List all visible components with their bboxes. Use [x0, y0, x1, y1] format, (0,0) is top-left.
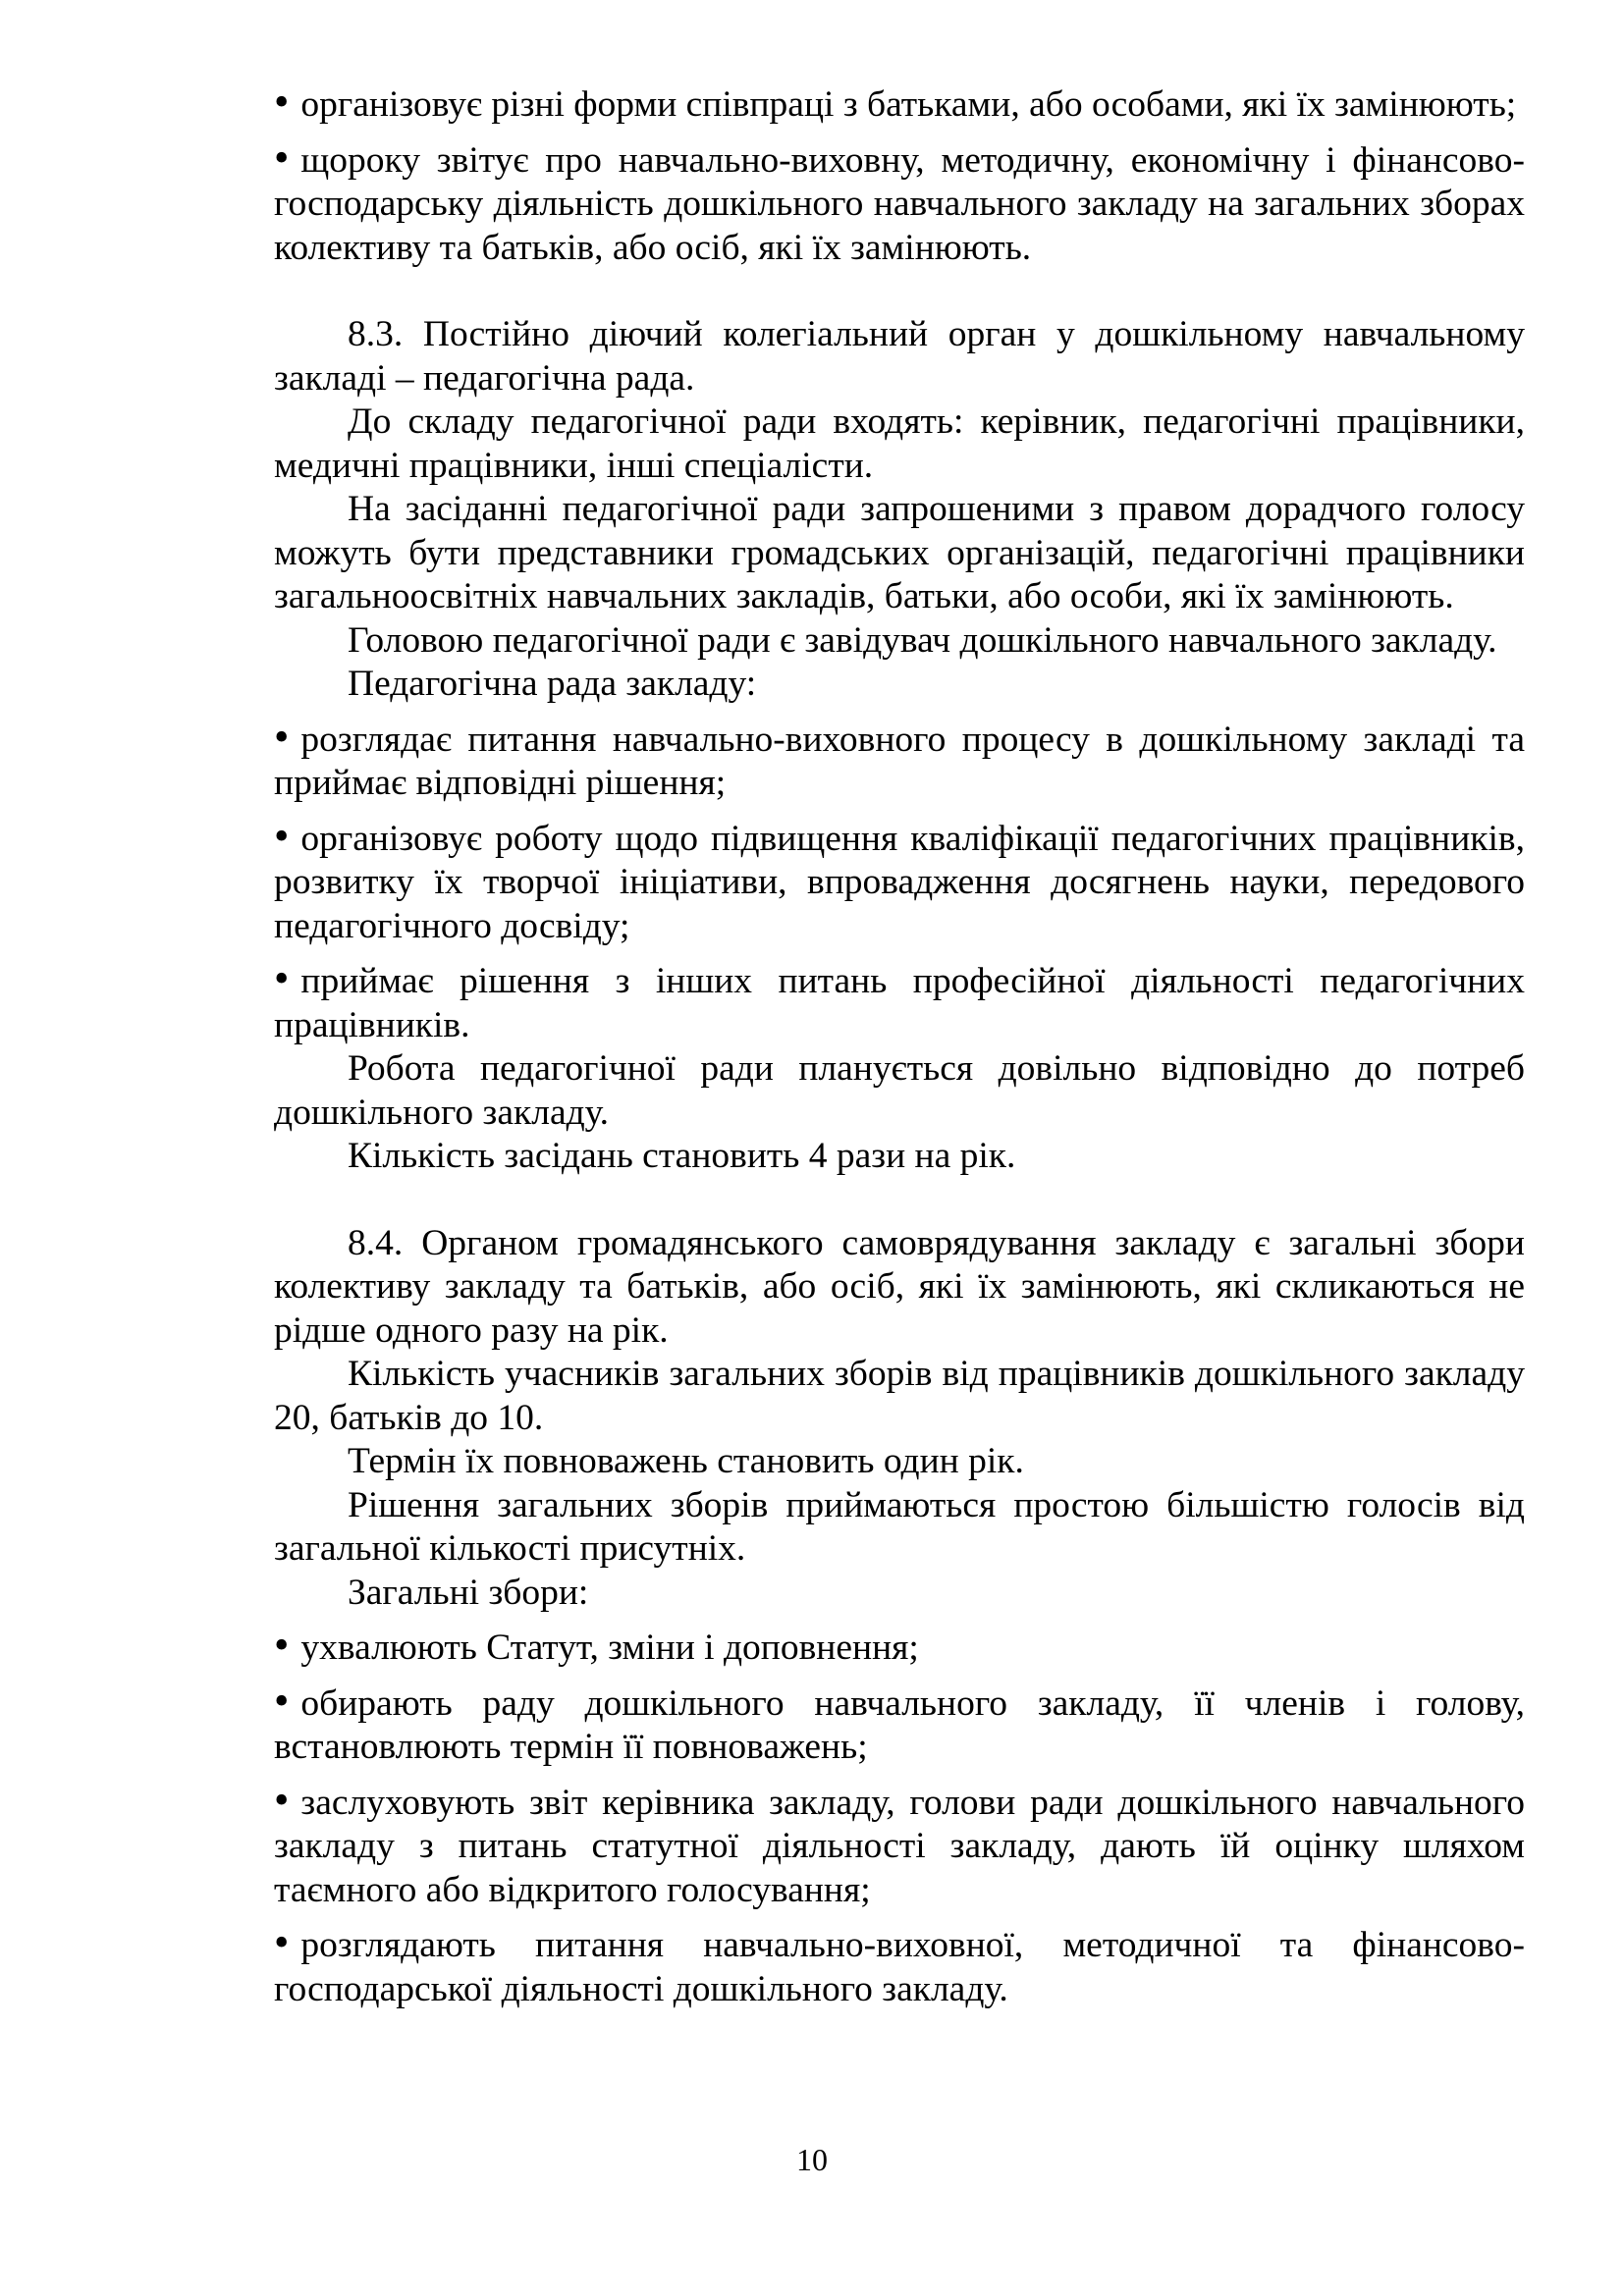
bullet-icon: • [274, 712, 290, 761]
paragraph: Робота педагогічної ради планується довільно відповідно до потреб дошкільного закладу. [274, 1048, 1525, 1133]
bullet-text: обирають раду дошкільного навчального закладу, її членів і голову, встановлюють термін її повноважень; [274, 1682, 1525, 1767]
bullet-item [274, 712, 1525, 806]
paragraph: Загальні збори: [348, 1572, 589, 1613]
paragraph: Рішення загальних зборів приймаються простою більшістю голосів від загальної кількості присутніх. [274, 1484, 1525, 1569]
bullet-item [274, 1918, 1525, 2011]
page-body [274, 80, 1525, 2011]
bullet-text: розглядає питання навчально-виховного процесу в дошкільному закладі та приймає відповідні рішення; [274, 719, 1525, 803]
bullet-icon: • [274, 1775, 290, 1824]
bullet-item [274, 954, 1525, 1047]
bullet-item [274, 811, 1525, 949]
paragraph: До складу педагогічної ради входять: керівник, педагогічні працівники, медичні працівники, інші спеціалісти. [274, 401, 1525, 486]
paragraph: Педагогічна рада закладу: [348, 664, 757, 704]
section-8-3-heading: 8.3. Постійно діючий колегіальний орган у дошкільному навчальному закладі – педагогічна рада. [274, 314, 1525, 399]
bullet-item [274, 1775, 1525, 1913]
paragraph: Головою педагогічної ради є завідувач дошкільного навчального закладу. [348, 619, 1497, 661]
section-8-4-heading: 8.4. Органом громадянського самоврядування закладу є загальні збори колективу закладу та батьків, або осіб, які їх замінюють, які скликаються не рідше одного разу на рік. [274, 1222, 1525, 1351]
bullet-icon: • [274, 1621, 290, 1669]
bullet-item [274, 1676, 1525, 1770]
bullet-icon: • [274, 1918, 290, 1966]
bullet-item [274, 80, 1525, 128]
paragraph: Термін їх повноважень становить один рік. [348, 1441, 1024, 1481]
page-number: 10 [796, 2142, 828, 2177]
bullet-item [274, 1621, 1525, 1671]
bullet-text: заслуховують звіт керівника закладу, голови ради дошкільного навчального закладу з питань статутної діяльності закладу, дають їй оцінку шляхом таємного або відкритого голосування; [274, 1782, 1525, 1910]
paragraph: Кількість учасників загальних зборів від працівників дошкільного закладу 20, батьків до 10. [274, 1354, 1525, 1438]
bullet-icon: • [274, 78, 290, 126]
bullet-item [274, 133, 1525, 271]
bullet-text: розглядають питання навчально-виховної, методичної та фінансово-господарської діяльності дошкільного закладу. [274, 1925, 1525, 2009]
bullet-icon: • [274, 954, 290, 1002]
paragraph: Кількість засідань становить 4 рази на рік. [348, 1136, 1016, 1176]
bullet-text: приймає рішення з інших питань професійної діяльності педагогічних працівників. [274, 961, 1525, 1045]
bullet-text: щороку звітує про навчально-виховну, методичну, економічну і фінансово-господарську діяльність дошкільного навчального закладу на загальних зборах колективу та батьків, або осіб, які їх замінюють. [274, 139, 1525, 268]
bullet-icon: • [274, 1676, 290, 1725]
bullet-icon: • [274, 133, 290, 182]
bullet-text: ухвалюють Статут, зміни і доповнення; [300, 1628, 919, 1668]
bullet-text: організовує різні форми співпраці з батьками, або особами, які їх замінюють; [300, 84, 1517, 125]
bullet-icon: • [274, 811, 290, 860]
bullet-text: організовує роботу щодо підвищення кваліфікації педагогічних працівників, розвитку їх творчої ініціативи, впровадження досягнень науки, передового педагогічного досвіду; [274, 818, 1525, 946]
paragraph: На засіданні педагогічної ради запрошеними з правом дорадчого голосу можуть бути представники громадських організацій, педагогічні працівники загальноосвітніх навчальних закладів, батьки, або особи, які їх замінюють. [274, 489, 1525, 616]
